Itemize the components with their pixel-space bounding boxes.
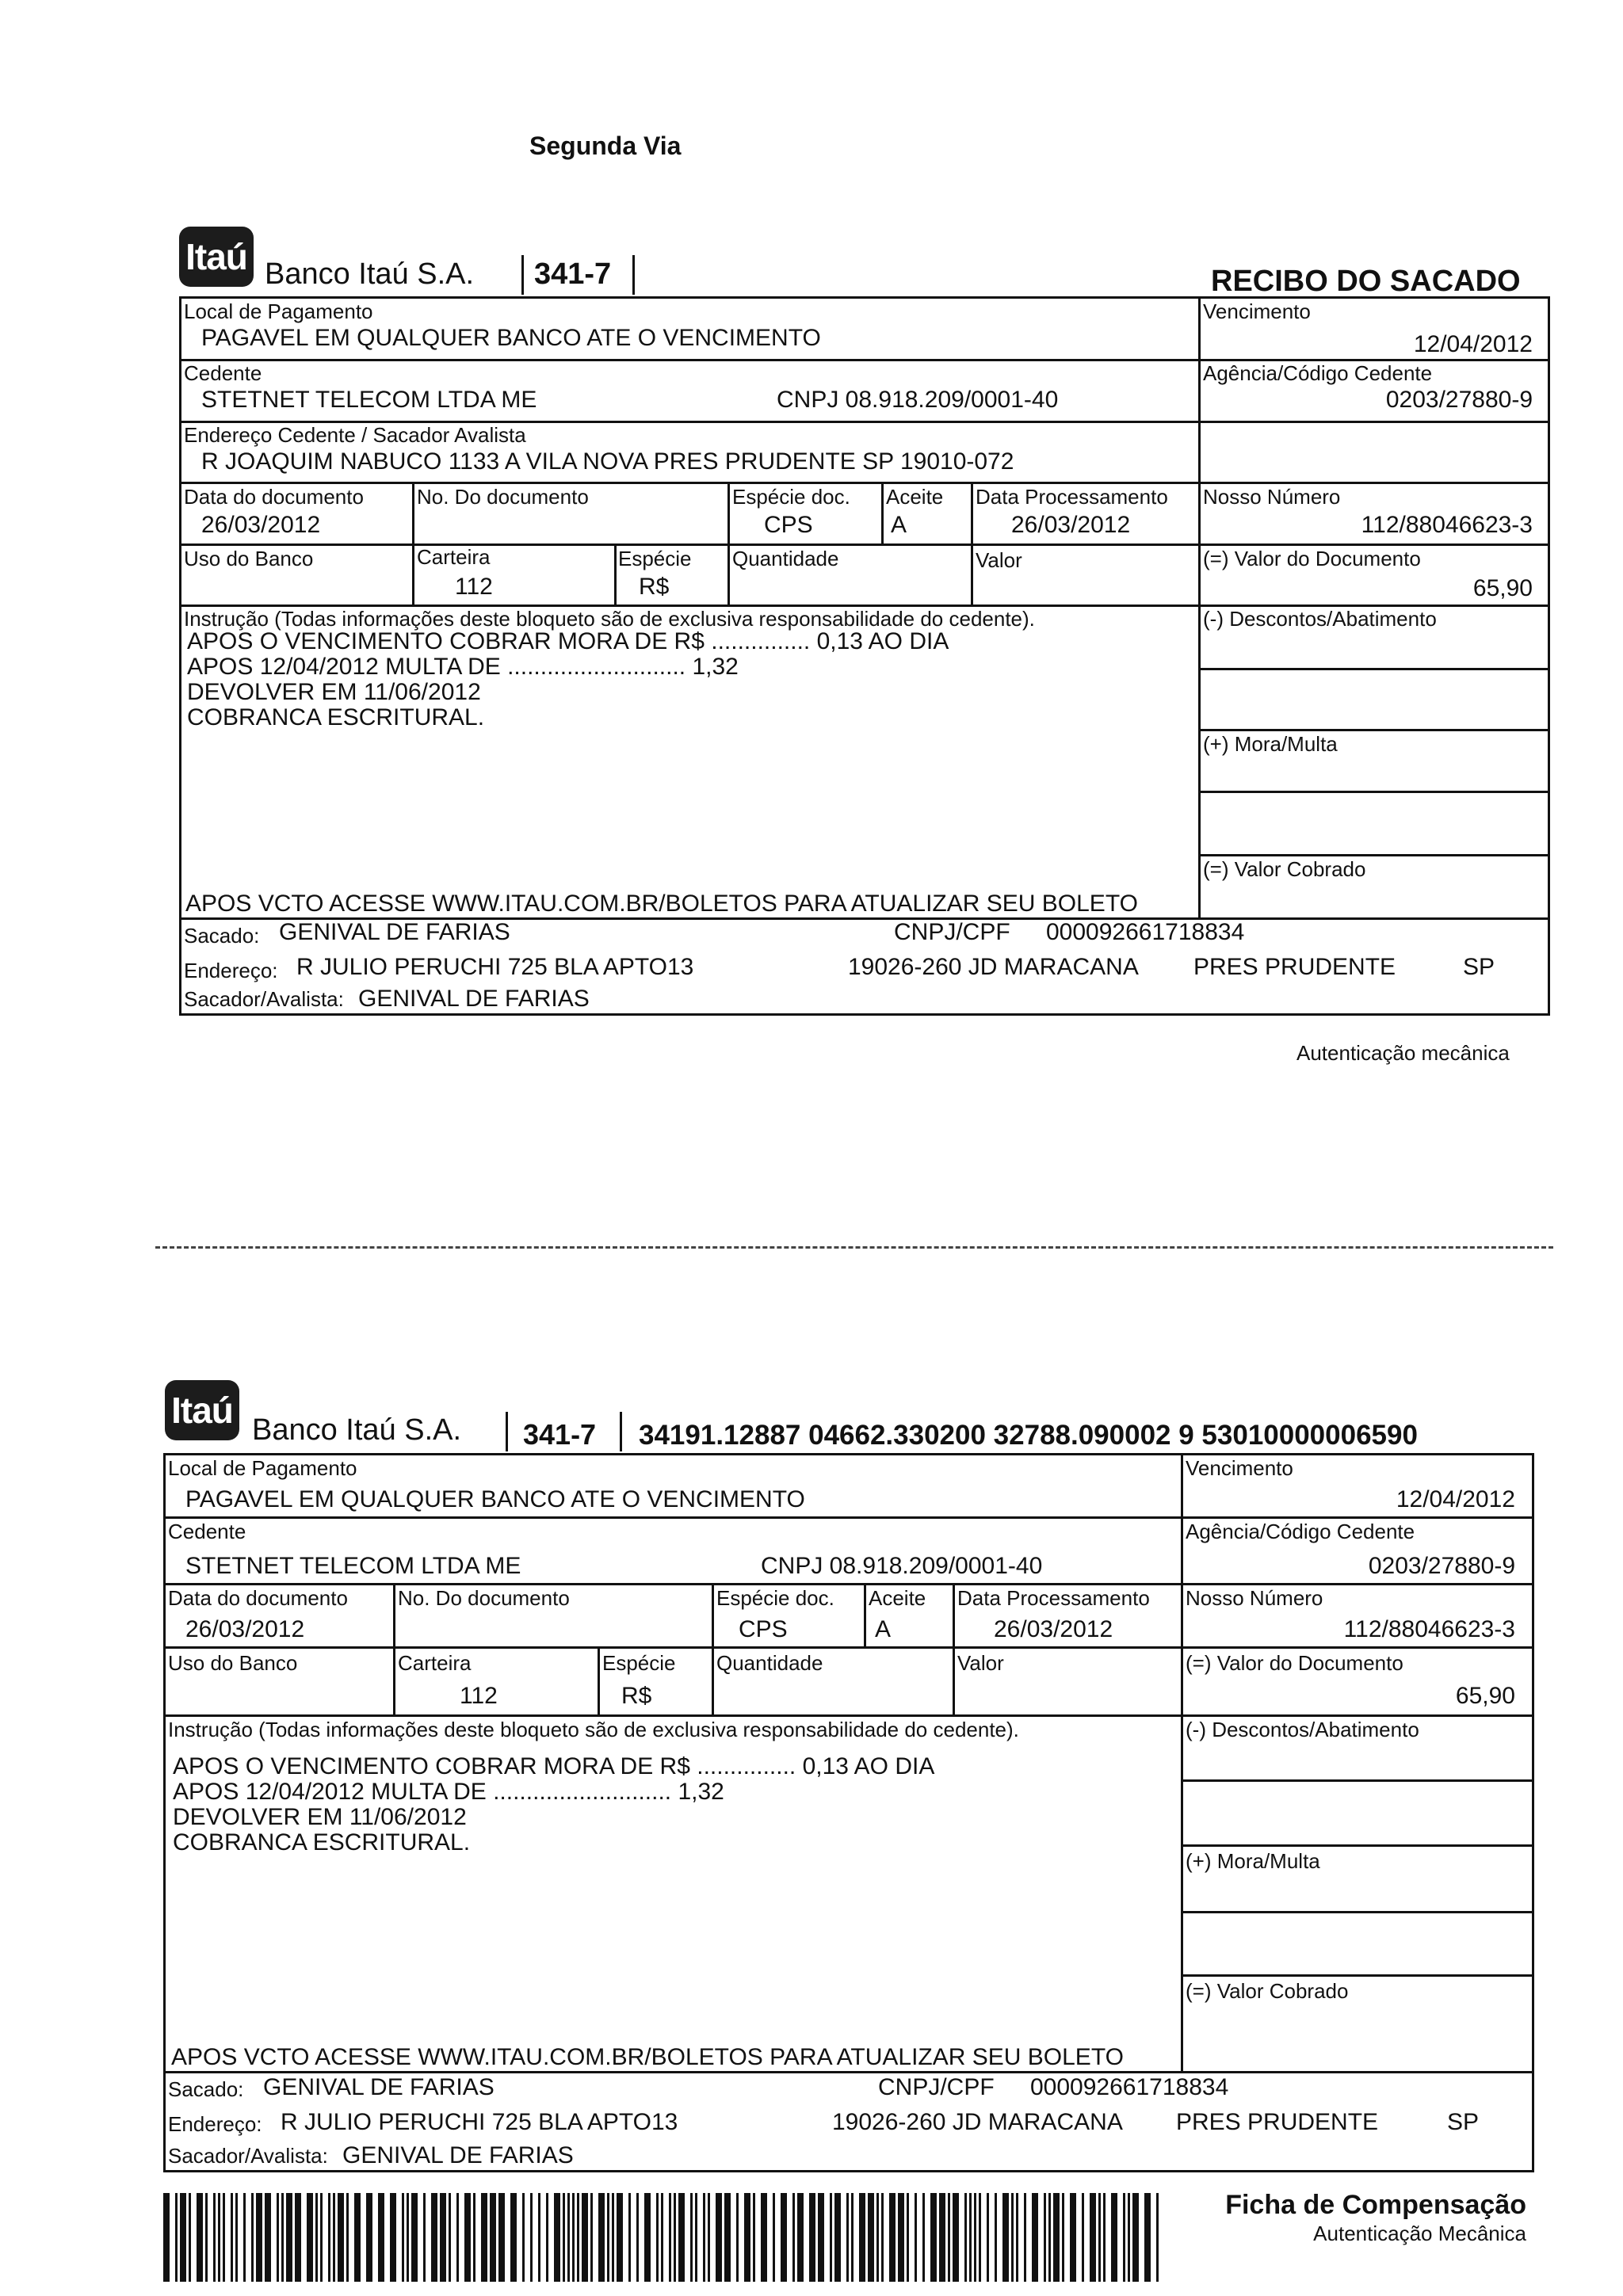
label-descontos: (-) Descontos/Abatimento [1203,607,1437,631]
ficha-cedente-value: STETNET TELECOM LTDA ME [185,1553,521,1579]
barcode-bar [590,2193,593,2282]
barcode-bar [307,2193,313,2282]
ficha-data-documento-value: 26/03/2012 [185,1616,305,1642]
barcode-bar [736,2193,739,2282]
bank-name: Banco Itaú S.A. [265,257,475,291]
barcode-bar [612,2193,614,2282]
barcode-bar [1111,2193,1117,2282]
label-valor-documento: (=) Valor do Documento [1203,547,1421,570]
barcode-bar [180,2193,186,2282]
ficha-endereco-uf: SP [1447,2109,1480,2135]
label-carteira: Carteira [417,545,491,569]
ficha-endereco-cidade: PRES PRUDENTE [1176,2109,1379,2135]
barcode-bar [1032,2193,1038,2282]
nosso-numero-value: 112/88046623-3 [1361,512,1533,538]
instruction-line: APOS O VENCIMENTO COBRAR MORA DE R$ ............... 0,13 AO DIA [187,628,949,654]
barcode-bar [481,2193,487,2282]
ficha-sacador-avalista-value: GENIVAL DE FARIAS [342,2142,574,2168]
barcode-bar [636,2193,639,2282]
barcode-bar [522,2193,525,2282]
barcode-bar [939,2193,945,2282]
ficha-label-local-pagamento: Local de Pagamento [168,1456,357,1480]
barcode-bar [315,2193,318,2282]
barcode-bar [281,2193,284,2282]
agencia-codigo-value: 0203/27880-9 [1385,387,1533,413]
endereco-cidade: PRES PRUDENTE [1193,954,1396,980]
barcode-bar [818,2193,824,2282]
barcode-bar [366,2193,372,2282]
instruction-line: COBRANCA ESCRITURAL. [173,1829,471,1855]
instruction-line: APOS O VENCIMENTO COBRAR MORA DE R$ ............... 0,13 AO DIA [173,1753,935,1779]
itau-logo: Itaú [179,227,254,287]
cpf-value: 000092661718834 [1046,919,1245,945]
aceite-value: A [891,512,907,538]
barcode-bar [669,2193,671,2282]
barcode-bar [378,2193,384,2282]
ficha-endereco-cep-bairro: 19026-260 JD MARACANA [832,2109,1123,2135]
bank-code: 341-7 [534,257,612,291]
barcode-bar [678,2193,685,2282]
ficha-especie-value: R$ [621,1683,652,1709]
label-agencia-codigo: Agência/Código Cedente [1203,361,1433,385]
label-especie: Espécie [618,547,692,570]
especie-doc-value: CPS [764,512,813,538]
barcode-bar [1090,2193,1096,2282]
barcode-bar [567,2193,570,2282]
label-sacado: Sacado: [184,924,260,948]
instruction-line: APOS 12/04/2012 MULTA DE ........................... 1,32 [187,654,739,680]
barcode-bar [231,2193,233,2282]
label-data-documento: Data do documento [184,485,364,509]
instructions [187,629,949,730]
barcode-bar [530,2193,533,2282]
barcode-bar [761,2193,767,2282]
barcode-bar [830,2193,832,2282]
label-quantidade: Quantidade [732,547,839,570]
cut-line [155,1246,1553,1249]
label-nosso-numero: Nosso Número [1203,485,1341,509]
ficha-valor-documento-value: 65,90 [1455,1683,1515,1709]
barcode-bar [846,2193,849,2282]
barcode-bar [338,2193,344,2282]
barcode-bar [792,2193,795,2282]
barcode-bar [1011,2193,1014,2282]
barcode-bar [889,2193,896,2282]
label-data-processamento: Data Processamento [976,485,1168,509]
label-valor-cobrado: (=) Valor Cobrado [1203,857,1366,881]
endereco-uf: SP [1463,954,1495,980]
ficha-carteira-value: 112 [460,1683,498,1709]
barcode-bar [876,2193,879,2282]
ficha-label-instrucao: Instrução (Todas informações deste bloqueto são de exclusiva responsabilidade do cedente). [168,1718,1019,1741]
label-cnpj-cpf: CNPJ/CPF [894,919,1010,945]
barcode-bar [628,2193,631,2282]
barcode-bar [1044,2193,1046,2282]
barcode-bar [189,2193,191,2282]
barcode-bar [859,2193,865,2282]
barcode-bar [708,2193,710,2282]
barcode-bar [922,2193,925,2282]
sacado-value: GENIVAL DE FARIAS [279,919,510,945]
ficha-label-descontos: (-) Descontos/Abatimento [1186,1718,1419,1741]
bank-name-ficha: Banco Itaú S.A. [252,1413,462,1447]
barcode-bar [251,2193,254,2282]
local-pagamento-value: PAGAVEL EM QUALQUER BANCO ATE O VENCIMENTO [201,325,821,351]
label-aceite: Aceite [886,485,944,509]
barcode-bar [235,2193,238,2282]
ficha-agencia-codigo-value: 0203/27880-9 [1368,1553,1515,1579]
label-endereco: Endereço: [184,959,278,982]
barcode-bar [213,2193,216,2282]
ficha-label-agencia-codigo: Agência/Código Cedente [1186,1520,1415,1543]
ficha-label-valor-documento: (=) Valor do Documento [1186,1651,1403,1675]
barcode-bar [969,2193,972,2282]
barcode-bar [346,2193,349,2282]
copy-title: Segunda Via [529,132,682,160]
barcode-bar [577,2193,579,2282]
carteira-value: 112 [455,574,493,600]
mechanical-auth: Autenticação mecânica [1296,1041,1510,1065]
ficha-especie-doc-value: CPS [739,1616,788,1642]
barcode-bar [1070,2193,1076,2282]
barcode-bar [907,2193,909,2282]
barcode-bar [797,2193,804,2282]
ficha-title: Ficha de Compensação [1225,2190,1526,2220]
barcode-bar [781,2193,787,2282]
barcode-bar [218,2193,220,2282]
especie-value: R$ [639,574,670,600]
ficha-label-mora-multa: (+) Mora/Multa [1186,1849,1320,1873]
ficha-instructions [173,1754,934,1855]
barcode-bar [286,2193,292,2282]
ficha-label-aceite: Aceite [869,1586,926,1610]
sacador-avalista-value: GENIVAL DE FARIAS [358,986,590,1012]
barcode-bar [690,2193,693,2282]
barcode-bar [1048,2193,1051,2282]
barcode-bar [572,2193,575,2282]
barcode-bar [656,2193,659,2282]
barcode-bar [1123,2193,1125,2282]
barcode-bar [834,2193,841,2282]
barcode-bar [987,2193,989,2282]
barcode-bar [243,2193,246,2282]
barcode-bar [753,2193,755,2282]
barcode-bar [431,2193,437,2282]
barcode-bar [598,2193,605,2282]
data-documento-value: 26/03/2012 [201,512,321,538]
barcode-bar [582,2193,588,2282]
barcode-bar [407,2193,409,2282]
barcode-bar [256,2193,262,2282]
barcode-bar [354,2193,361,2282]
barcode-bar [744,2193,750,2282]
cedente-cnpj: CNPJ 08.918.209/0001-40 [777,387,1059,413]
endereco-cedente-value: R JOAQUIM NABUCO 1133 A VILA NOVA PRES PRUDENTE SP 19010-072 [201,448,1014,475]
label-cedente: Cedente [184,361,262,385]
barcode-bar [964,2193,967,2282]
barcode-bar [456,2193,459,2282]
ficha-label-data-documento: Data do documento [168,1586,348,1610]
barcode-bar [390,2193,396,2282]
barcode-bar [898,2193,904,2282]
ficha-label-valor: Valor [957,1651,1004,1675]
barcode-bar [510,2193,517,2282]
barcode-bar [473,2193,475,2282]
endereco-rua: R JULIO PERUCHI 725 BLA APTO13 [296,954,694,980]
barcode-bar [979,2193,981,2282]
cedente-value: STETNET TELECOM LTDA ME [201,387,537,413]
ficha-site-note: APOS VCTO ACESSE WWW.ITAU.COM.BR/BOLETOS PARA ATUALIZAR SEU BOLETO [171,2044,1124,2070]
barcode-bar [277,2193,279,2282]
barcode-bar [1098,2193,1101,2282]
label-numero-documento: No. Do documento [417,485,589,509]
barcode-bar [1103,2193,1106,2282]
barcode-bar [320,2193,323,2282]
barcode-bar [1132,2193,1139,2282]
ficha-label-vencimento: Vencimento [1186,1456,1293,1480]
ficha-label-especie: Espécie [602,1651,676,1675]
label-local-pagamento: Local de Pagamento [184,299,373,323]
label-especie-doc: Espécie doc. [732,485,850,509]
barcode-bar [538,2193,540,2282]
instruction-line: DEVOLVER EM 11/06/2012 [173,1804,467,1830]
site-note: APOS VCTO ACESSE WWW.ITAU.COM.BR/BOLETOS PARA ATUALIZAR SEU BOLETO [185,891,1138,917]
label-valor: Valor [976,548,1022,572]
barcode-bar [703,2193,705,2282]
vencimento-value: 12/04/2012 [1413,331,1533,357]
ficha-label-numero-documento: No. Do documento [398,1586,570,1610]
barcode-bar [411,2193,418,2282]
barcode-bar [440,2193,446,2282]
barcode-bar [868,2193,874,2282]
barcode-bar [223,2193,225,2282]
ficha-vencimento-value: 12/04/2012 [1396,1486,1515,1512]
barcode-bar [644,2193,651,2282]
barcode-bar [724,2193,731,2282]
instruction-line: APOS 12/04/2012 MULTA DE ........................... 1,32 [173,1779,724,1805]
barcode-bar [974,2193,976,2282]
label-vencimento: Vencimento [1203,299,1311,323]
ficha-mechanical-auth: Autenticação Mecânica [1313,2222,1526,2245]
barcode-bar [773,2193,775,2282]
ficha-label-sacado: Sacado: [168,2077,244,2101]
barcode-bar [265,2193,271,2282]
barcode-bar [1002,2193,1009,2282]
valor-documento-value: 65,90 [1472,575,1533,601]
barcode-bar [197,2193,203,2282]
receipt-title: RECIBO DO SACADO [1211,265,1521,298]
barcode-bar [175,2193,178,2282]
instruction-line: COBRANCA ESCRITURAL. [187,704,485,730]
ficha-label-cedente: Cedente [168,1520,246,1543]
label-sacador-avalista: Sacador/Avalista: [184,987,344,1011]
barcode-bar [695,2193,697,2282]
barcode-bar [464,2193,471,2282]
barcode-bar [930,2193,937,2282]
barcode-bar [953,2193,959,2282]
label-instrucao: Instrução (Todas informações deste bloqueto são de exclusiva responsabilidade do cedente). [184,607,1035,631]
barcode-bar [163,2193,170,2282]
barcode-bar [328,2193,330,2282]
barcode-bar [1024,2193,1026,2282]
bank-code-ficha: 341-7 [523,1418,597,1451]
barcode-bar [490,2193,496,2282]
ficha-label-quantidade: Quantidade [716,1651,823,1675]
barcode-bar [1082,2193,1084,2282]
ficha-cpf-value: 000092661718834 [1030,2074,1229,2100]
barcode-bar [1156,2193,1159,2282]
ficha-endereco-rua: R JULIO PERUCHI 725 BLA APTO13 [281,2109,678,2135]
ficha-label-nosso-numero: Nosso Número [1186,1586,1323,1610]
barcode-bar [449,2193,451,2282]
ficha-label-data-processamento: Data Processamento [957,1586,1150,1610]
barcode-bar [333,2193,335,2282]
barcode-bar [1144,2193,1151,2282]
ficha-cedente-cnpj: CNPJ 08.918.209/0001-40 [761,1553,1043,1579]
label-mora-multa: (+) Mora/Multa [1203,732,1338,756]
barcode-bar [661,2193,663,2282]
barcode-bar [1128,2193,1130,2282]
barcode-bar [948,2193,950,2282]
barcode-bar [498,2193,505,2282]
linha-digitavel: 34191.12887 04662.330200 32788.090002 9 53010000006590 [639,1420,1418,1451]
ficha-local-pagamento-value: PAGAVEL EM QUALQUER BANCO ATE O VENCIMENTO [185,1486,805,1512]
barcode-bar [546,2193,548,2282]
ficha-label-valor-cobrado: (=) Valor Cobrado [1186,1979,1349,2003]
data-processamento-value: 26/03/2012 [1011,512,1131,538]
ficha-nosso-numero-value: 112/88046623-3 [1343,1616,1515,1642]
barcode [163,2193,1162,2282]
barcode-bar [295,2193,301,2282]
barcode-bar [563,2193,565,2282]
barcode-bar [995,2193,997,2282]
itau-logo-ficha: Itaú [165,1380,239,1440]
ficha-label-uso-banco: Uso do Banco [168,1651,298,1675]
barcode-bar [851,2193,854,2282]
barcode-bar [205,2193,208,2282]
ficha-aceite-value: A [875,1616,892,1642]
ficha-label-sacador-avalista: Sacador/Avalista: [168,2144,328,2168]
barcode-bar [554,2193,560,2282]
barcode-bar [881,2193,884,2282]
barcode-bar [1016,2193,1018,2282]
barcode-bar [915,2193,917,2282]
label-endereco-cedente: Endereço Cedente / Sacador Avalista [184,423,526,447]
label-uso-banco: Uso do Banco [184,547,314,570]
barcode-bar [423,2193,426,2282]
barcode-bar [1062,2193,1064,2282]
ficha-label-endereco: Endereço: [168,2112,262,2136]
ficha-label-cnpj-cpf: CNPJ/CPF [878,2074,995,2100]
ficha-data-processamento-value: 26/03/2012 [994,1616,1113,1642]
instruction-line: DEVOLVER EM 11/06/2012 [187,679,481,705]
barcode-bar [607,2193,609,2282]
endereco-cep-bairro: 19026-260 JD MARACANA [848,954,1139,980]
barcode-bar [1053,2193,1060,2282]
barcode-bar [617,2193,623,2282]
ficha-label-carteira: Carteira [398,1651,472,1675]
barcode-bar [809,2193,815,2282]
barcode-bar [674,2193,676,2282]
barcode-bar [402,2193,404,2282]
ficha-label-especie-doc: Espécie doc. [716,1586,834,1610]
barcode-bar [716,2193,722,2282]
ficha-sacado-value: GENIVAL DE FARIAS [263,2074,495,2100]
